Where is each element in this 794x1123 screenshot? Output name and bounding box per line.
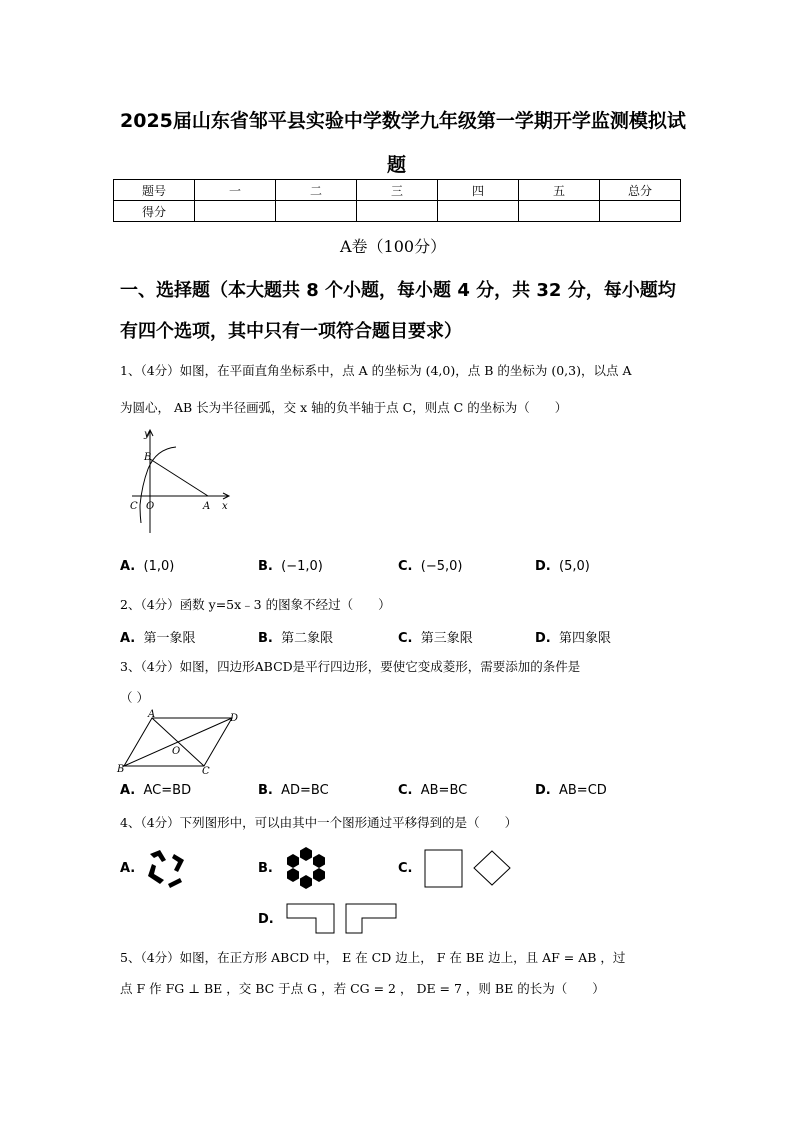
hexagon-5 — [313, 868, 325, 882]
label-c: C — [202, 766, 210, 777]
q2-option-a[interactable]: A. 第一象限 — [120, 631, 196, 646]
q4-option-b[interactable]: B. — [258, 861, 273, 876]
hexagon-4 — [287, 868, 299, 882]
hexagon-6 — [300, 875, 312, 889]
rotated-chevron-4 — [168, 878, 182, 888]
square-shape — [425, 850, 462, 887]
q5-text-line1: 5、（4分）如图，在正方形 ABCD 中， E 在 CD 边上， F 在 BE 边上，且 AF = AB ，过 — [120, 950, 626, 965]
q1-option-b[interactable]: B. (−1,0) — [258, 559, 323, 574]
label-x: x — [222, 501, 228, 512]
score-input-cell[interactable] — [438, 201, 519, 222]
table-cell: 题号 — [114, 180, 195, 201]
q1-coordinate-figure — [128, 425, 238, 537]
table-cell: 三 — [357, 180, 438, 201]
q4-option-a-figure — [144, 848, 190, 890]
score-input-cell[interactable] — [276, 201, 357, 222]
q2-option-c[interactable]: C. 第三象限 — [398, 631, 473, 646]
l-shape-left — [287, 904, 334, 933]
hexagon-3 — [313, 854, 325, 868]
score-table-header-row — [114, 180, 681, 201]
table-cell: 五 — [519, 180, 600, 201]
label-o: O — [172, 746, 181, 757]
q3-parallelogram-figure — [116, 710, 246, 776]
label-a: A — [148, 709, 156, 720]
section-heading-line2: 有四个选项，其中只有一项符合题目要求） — [120, 321, 462, 342]
segment-ab — [150, 459, 208, 496]
rotated-chevron-3 — [148, 864, 164, 884]
q4-option-d-figure — [286, 903, 398, 935]
table-cell: 二 — [276, 180, 357, 201]
q2-text-line1: 2、（4分）函数 y=5x﹣3 的图象不经过（ ） — [120, 597, 391, 612]
label-y: y — [144, 429, 150, 440]
label-a: A — [203, 501, 211, 512]
q3-text-line1: 3、（4分）如图，四边形ABCD是平行四边形，要使它变成菱形，需要添加的条件是 — [120, 659, 581, 674]
volume-heading: A卷（100分） — [340, 237, 447, 256]
q3-option-b[interactable]: B. AD=BC — [258, 783, 329, 798]
hexagon-2 — [287, 854, 299, 868]
q1-option-a[interactable]: A. (1,0) — [120, 559, 175, 574]
table-cell: 得分 — [114, 201, 195, 222]
q3-option-a[interactable]: A. AC=BD — [120, 783, 192, 798]
section-heading-line1: 一、选择题（本大题共 8 个小题，每小题 4 分，共 32 分，每小题均 — [120, 280, 676, 301]
label-c: C — [130, 501, 138, 512]
diagonal-bd — [124, 718, 232, 766]
q1-option-d[interactable]: D. (5,0) — [535, 559, 590, 574]
q2-option-b[interactable]: B. 第二象限 — [258, 631, 334, 646]
hexagon-1 — [300, 847, 312, 861]
score-table — [113, 179, 681, 222]
q5-text-line2: 点 F 作 FG ⊥ BE ，交 BC 于点 G ，若 CG = 2 ， DE = 7 ，则 BE 的长为（ ） — [120, 981, 605, 996]
q3-text-line2: （ ） — [120, 690, 149, 705]
label-o: O — [146, 501, 155, 512]
q3-option-c[interactable]: C. AB=BC — [398, 783, 468, 798]
document-title-line2: 题 — [387, 154, 407, 176]
q1-text-line2: 为圆心， AB 长为半径画弧，交 x 轴的负半轴于点 C，则点 C 的坐标为（ ） — [120, 400, 568, 415]
q4-text-line1: 4、（4分）下列图形中，可以由其中一个图形通过平移得到的是（ ） — [120, 815, 518, 830]
q4-option-b-figure — [284, 846, 328, 890]
label-d: D — [230, 713, 239, 724]
q4-option-d[interactable]: D. — [258, 912, 274, 927]
l-shape-right — [346, 904, 396, 933]
score-input-cell[interactable] — [195, 201, 276, 222]
score-table-score-row — [114, 201, 681, 222]
rotated-square-shape — [474, 851, 510, 885]
score-input-cell[interactable] — [357, 201, 438, 222]
score-input-cell[interactable] — [519, 201, 600, 222]
document-title-line1: 2025届山东省邹平县实验中学数学九年级第一学期开学监测模拟试 — [120, 110, 686, 132]
score-input-cell[interactable] — [600, 201, 681, 222]
q1-option-c[interactable]: C. (−5,0) — [398, 559, 463, 574]
label-b: B — [117, 764, 125, 775]
q4-option-a[interactable]: A. — [120, 861, 136, 876]
q1-text-line1: 1、（4分）如图，在平面直角坐标系中，点 A 的坐标为 (4,0)，点 B 的坐标为 (0,3)，以点 A — [120, 363, 632, 378]
q2-option-d[interactable]: D. 第四象限 — [535, 631, 612, 646]
q4-option-c-figure — [424, 849, 514, 889]
q3-option-d[interactable]: D. AB=CD — [535, 783, 607, 798]
label-b: B — [144, 452, 152, 463]
table-cell: 总分 — [600, 180, 681, 201]
q4-option-c[interactable]: C. — [398, 861, 413, 876]
rotated-chevron-1 — [150, 850, 166, 862]
table-cell: 一 — [195, 180, 276, 201]
table-cell: 四 — [438, 180, 519, 201]
rotated-chevron-2 — [172, 854, 184, 872]
